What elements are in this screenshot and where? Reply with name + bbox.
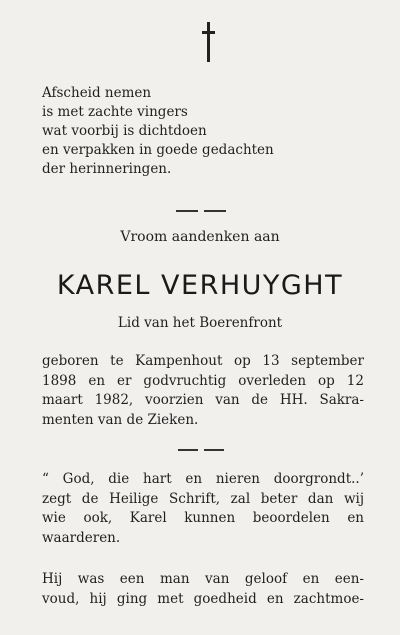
biography-line: 1898 en er godvruchtig overleden op 12: [42, 372, 364, 389]
poem-line: en verpakken in goede gedachten: [42, 142, 274, 158]
farewell-poem: [42, 84, 382, 179]
quote-line: zegt de Heilige Schrift, zal beter dan wij: [42, 490, 364, 507]
scripture-quote: [42, 470, 364, 548]
divider: [176, 210, 226, 212]
closing-line: Hij was een man van geloof en een-: [42, 571, 364, 587]
divider: [178, 449, 224, 451]
cross-icon: [198, 22, 220, 62]
poem-line: der herinneringen.: [42, 161, 172, 177]
quote-line: waarderen.: [42, 529, 121, 546]
biography-line: menten van de Zieken.: [42, 411, 199, 428]
poem-line: Afscheid nemen: [42, 85, 152, 101]
biography: [42, 352, 364, 430]
poem-line: is met zachte vingers: [42, 104, 188, 120]
biography-line: geboren te Kampenhout op 13 september: [42, 353, 364, 369]
affiliation: Lid van het Boerenfront: [117, 315, 283, 331]
poem-line: wat voorbij is dichtdoen: [42, 123, 207, 139]
closing-paragraph: [42, 570, 364, 609]
biography-line: maart 1982, voorzien van de HH. Sakra-: [42, 392, 364, 408]
quote-line: wie ook, Karel kunnen beoordelen en: [42, 510, 364, 526]
intro-text: Vroom aandenken aan: [120, 229, 280, 245]
quote-line: “ God, die hart en nieren doorgrondt..’: [42, 471, 364, 487]
closing-line: voud, hij ging met goedheid en zachtmoe-: [42, 590, 364, 607]
deceased-name: KAREL VERHUYGHT: [56, 270, 344, 301]
